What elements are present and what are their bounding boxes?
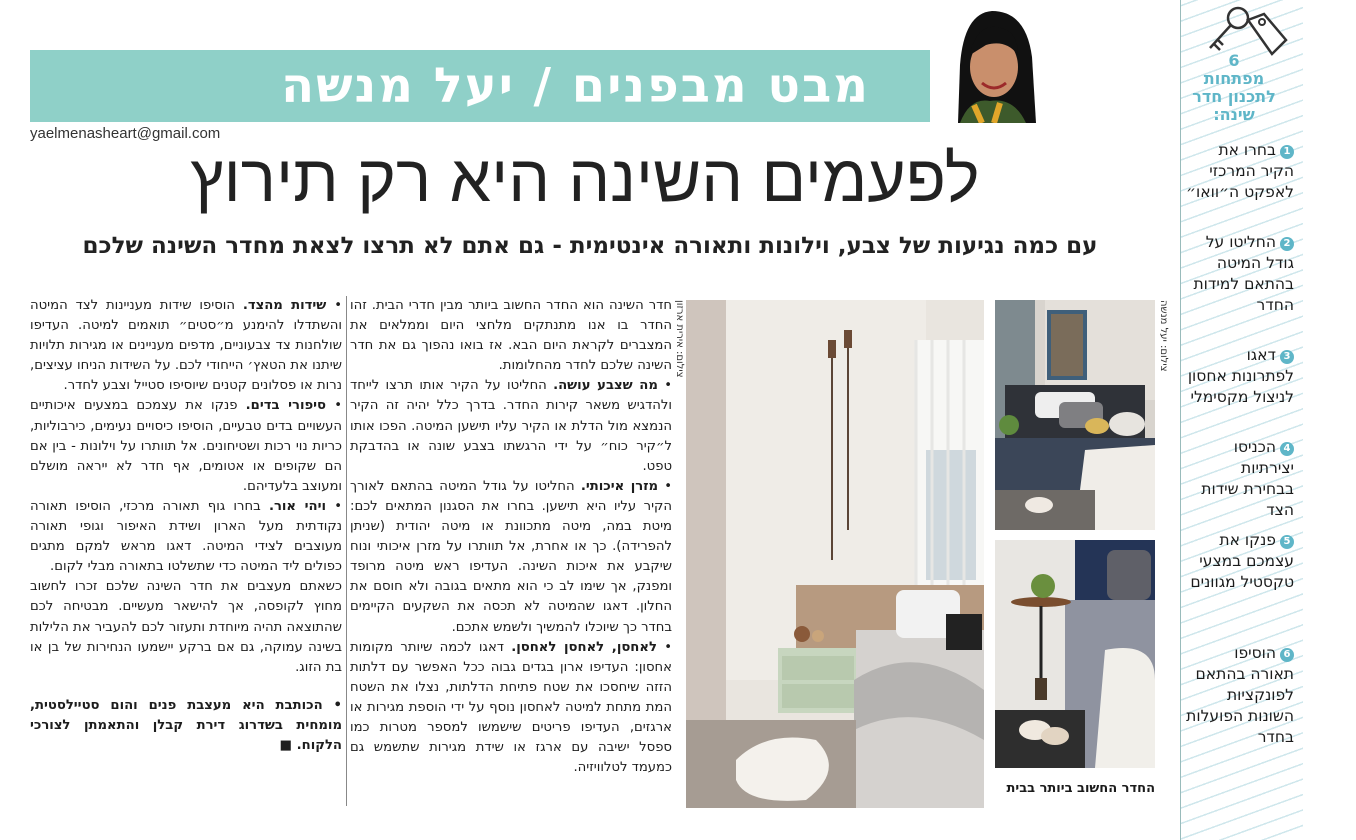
tip-text: הכניסו יצירתיות בבחירת שידות הצד <box>1201 438 1294 519</box>
tip-item <box>1186 140 1294 203</box>
tip-number: 2 <box>1280 237 1294 251</box>
sidebar-title-text: מפתחות לתכנון חדר שינה: <box>1192 69 1276 124</box>
paragraph-text: החליטו על גודל המיטה בהתאם לאורך הקיר עליו היא תישען. בחרו את הסגנון המתאים לכם: מיטת במה, מיטה מתכוונת או מיטה יהודית (שניתן להפרידה). כך או אחרת, אל תוותרו על מזרן איכותי ונוח שיקבע את איכות השינה. העדיפו ראש מיטה מרופד ומפנק, אך שימו לב כי הוא מתאים בגובה ולא חוסם את החלון. דאגו שהמיטה לא תכסה את השקעים הקיימים בחדר כך שיוכלו להמשיך ולשמש אתכם. <box>350 478 672 635</box>
tip-text: הוסיפו תאורה בהתאם לפונקציות השונות הפועלות בחדר <box>1186 644 1294 746</box>
paragraph-lead: שידות מהצד. <box>242 298 327 313</box>
bedroom-photo-bottom <box>995 540 1155 768</box>
article-paragraph: • ויהי אור. בחרו גוף תאורה מרכזי, הוסיפו תאורה נקודתית מעל הארון ושידת האיפור וגופי תאורה מעוצבים לצידי המיטה. דאגו מראש למקם מתגים כפולים ליד המיטה כדי שתשלטו בתאורה מבלי לקום. <box>30 498 342 575</box>
paragraph-lead: מזרן איכותי. <box>580 478 659 494</box>
sidebar-title <box>1188 52 1280 124</box>
bedroom-photo-top <box>995 300 1155 530</box>
tip-item <box>1186 437 1294 521</box>
tip-text: החליטו על גודל המיטה בהתאם למידות החדר <box>1193 233 1294 314</box>
paragraph-lead: ויהי אור. <box>268 498 326 514</box>
tip-item <box>1186 232 1294 316</box>
photo-caption: החדר החשוב ביותר בבית <box>1006 781 1155 796</box>
tip-number: 1 <box>1280 145 1294 159</box>
tip-number: 3 <box>1280 350 1294 364</box>
paragraph-text: הוסיפו שידות מעניינות לצד המיטה והשתדלו להימנע מ״סטים״ תואמים למיטה. העדיפו שולחנות צד צבעוניים, מדפים מעניינים או מגירות תלויות שיתנו את הטאץ׳ הייחודי לכם. על השידות הניחו עציצים, נרות או פסלונים קטנים שיוסיפו סטייל וצבע לחדר. <box>30 298 342 394</box>
article-paragraph: • לאחסן, לאחסן לאחסן. דאגו לכמה שיותר מקומות אחסון: העדיפו ארון בגדים גבוה ככל האפשר עם דלתות הזזה שיחסכו את שטח פתיחת הדלתות, נצלו את השטח המת מתחת למיטה לאחסון נוסף על ידי הוספת מגירות או ארגזים, העדיפו פריטים שישמשו למספר מטרות כמו ספסל ישיבה עם ארגז או שידת מגירות שתשמש גם כמעמד לטלוויזיה. <box>350 639 672 776</box>
article-paragraph: • מה שצבע עושה. החליטו על הקיר אותו תרצו לייחד ולהדגיש משאר קירות החדר. בדרך כלל יהיה זה הקיר הנמצא מול הדלת או הקיר עליו תישען המיטה. הפכו אותו ל״קיר כוח״ על ידי הרגשתו בצבע שונה או בהדבקת טפט. <box>350 378 672 474</box>
tip-text: בחרו את הקיר המרכזי לאפקט ה״וואו״ <box>1186 141 1294 201</box>
article-paragraph: • סיפורי בדים. פנקו את עצמכם במצעים איכותיים העשויים בדים טבעיים, הוסיפו כיסויים נעימים, כירבוליות, כריות נוי רכות ושטיחונים. אל תוותרו על וילונות - בין אם הם שקופים או אטומים, אף חדר לא ייראה מושלם ומעוצב בלעדיהם. <box>30 398 342 494</box>
article-paragraph: • שידות מהצד. הוסיפו שידות מעניינות לצד המיטה והשתדלו להימנע מ״סטים״ תואמים למיטה. העדיפו שולחנות צד צבעוניים, מדפים מעניינים או מגירות תלויות שיתנו את הטאץ׳ הייחודי לכם. על השידות הניחו עציצים, נרות או פסלונים קטנים שיוסיפו סטייל וצבע לחדר. <box>30 298 342 394</box>
tip-number: 6 <box>1280 648 1294 662</box>
paragraph-text: פנקו את עצמכם במצעים איכותיים העשויים בדים טבעיים, הוסיפו כיסויים נעימים, כירבוליות, כריות נוי רכות ושטיחונים. אל תוותרו על וילונות - בין אם הם שקופים או אטומים, אף חדר לא ייראה מושלם ומעוצב בלעדיהם. <box>30 398 342 494</box>
tip-item <box>1186 345 1294 408</box>
sidebar-title-number: 6 <box>1228 51 1240 70</box>
bio-text: הכותבת היא מעצבת פנים והום סטיילסטית, מומחית בשדרוג דירת קבלן והתאמתן לצורכי הלקוח. <box>30 697 342 753</box>
paragraph-text: דאגו לכמה שיותר מקומות אחסון: העדיפו ארון בגדים גבוה ככל האפשר עם דלתות הזזה שיחסכו את שטח פתיחת הדלתות, נצלו את השטח המת מתחת למיטה לאחסון נוסף על ידי הוספת מגירות או ארגזים, העדיפו פריטים שישמשו למספר מטרות כמו ספסל ישיבה עם ארגז או שידת מגירות שתשמש גם כמעמד לטלוויזיה. <box>350 639 672 776</box>
author-bio: • הכותבת היא מעצבת פנים והום סטיילסטית, מומחית בשדרוג דירת קבלן והתאמתן לצורכי הלקוח. ■ <box>30 697 342 753</box>
tip-item <box>1186 530 1294 593</box>
article-column-left <box>30 296 342 756</box>
tip-text: דאגו לפתרונות אחסון לניצול מקסימלי <box>1187 346 1294 406</box>
paragraph-lead: סיפורי בדים. <box>245 398 327 414</box>
photo-credit: צילום: אירית ארזון <box>674 300 685 378</box>
paragraph-lead: לאחסן, לאחסן לאחסן. <box>511 639 657 655</box>
photo-credit: צילום: יעל מנשה <box>1158 300 1169 372</box>
headline: לפעמים השינה היא רק תירוץ <box>190 141 980 215</box>
tip-number: 4 <box>1280 442 1294 456</box>
paragraph-lead: מה שצבע עושה. <box>553 378 658 394</box>
paragraph-text: בחרו גוף תאורה מרכזי, הוסיפו תאורה נקודתית מעל הארון ושידת האיפור וגופי תאורה מעוצבים לצידי המיטה. דאגו מראש למקם מתגים כפולים ליד המיטה כדי שתשלטו בתאורה מבלי לקום. <box>30 498 342 575</box>
header-banner <box>30 50 950 122</box>
bedroom-photo-main <box>686 300 984 808</box>
tip-number: 5 <box>1280 535 1294 549</box>
tip-text: פנקו את עצמכם במצעי טקסטיל מגוונים <box>1190 531 1294 591</box>
article-closing: כשאתם מעצבים את חדר השינה שלכם זכרו לחשוב מחוץ לקופסה, אך להישאר מעשיים. מבטיחה לכם שהתוצאה תהיה מיוחדת ותעזור לכם להעביר את הלילות בשינה עמוקה, גם אם ברקע יישמעו הנחירות של בן או בת הזוג. <box>30 579 342 675</box>
author-email: yaelmenasheart@gmail.com <box>30 125 221 142</box>
paragraph-text: החליטו על הקיר אותו תרצו לייחד ולהדגיש משאר קירות החדר. בדרך כלל יהיה זה הקיר הנמצא מול הדלת או הקיר עליו תישען המיטה. הפכו אותו ל״קיר כוח״ על ידי הרגשתו בצבע שונה או בהדבקת טפט. <box>350 378 672 474</box>
subheadline: עם כמה נגיעות של צבע, וילונות ותאורה אינטימית - גם אתם לא תרצו לצאת מחדר השינה שלכם <box>82 233 1098 259</box>
column-title: מבט מבפנים / יעל מנשה <box>281 58 870 114</box>
article-column-right <box>350 296 672 778</box>
article-intro: חדר השינה הוא החדר החשוב ביותר מבין חדרי הבית. זהו החדר בו אנו מתנתקים מלחצי היום וממלאים את המצברים לקראת היום הבא. אז בואו נהפוך גם את חדר השינה שלכם לחדר מהחלומות. <box>350 298 672 374</box>
column-divider <box>346 296 347 806</box>
article-paragraph: • מזרן איכותי. החליטו על גודל המיטה בהתאם לאורך הקיר עליו היא תישען. בחרו את הסגנון המתאים לכם: מיטת במה, מיטה מתכוונת או מיטה יהודית (שניתן להפרידה). כך או אחרת, אל תוותרו על מזרן איכותי ונוח שיקבע את איכות השינה. העדיפו ראש מיטה מרופד ומפנק, אך שימו לב כי הוא מתאים בגובה ולא חוסם את החלון. דאגו שהמיטה לא תכסה את השקעים הקיימים בחדר כך שיוכלו להמשיך ולשמש אתכם. <box>350 478 672 635</box>
tip-item <box>1186 643 1294 748</box>
author-portrait <box>930 5 1050 123</box>
